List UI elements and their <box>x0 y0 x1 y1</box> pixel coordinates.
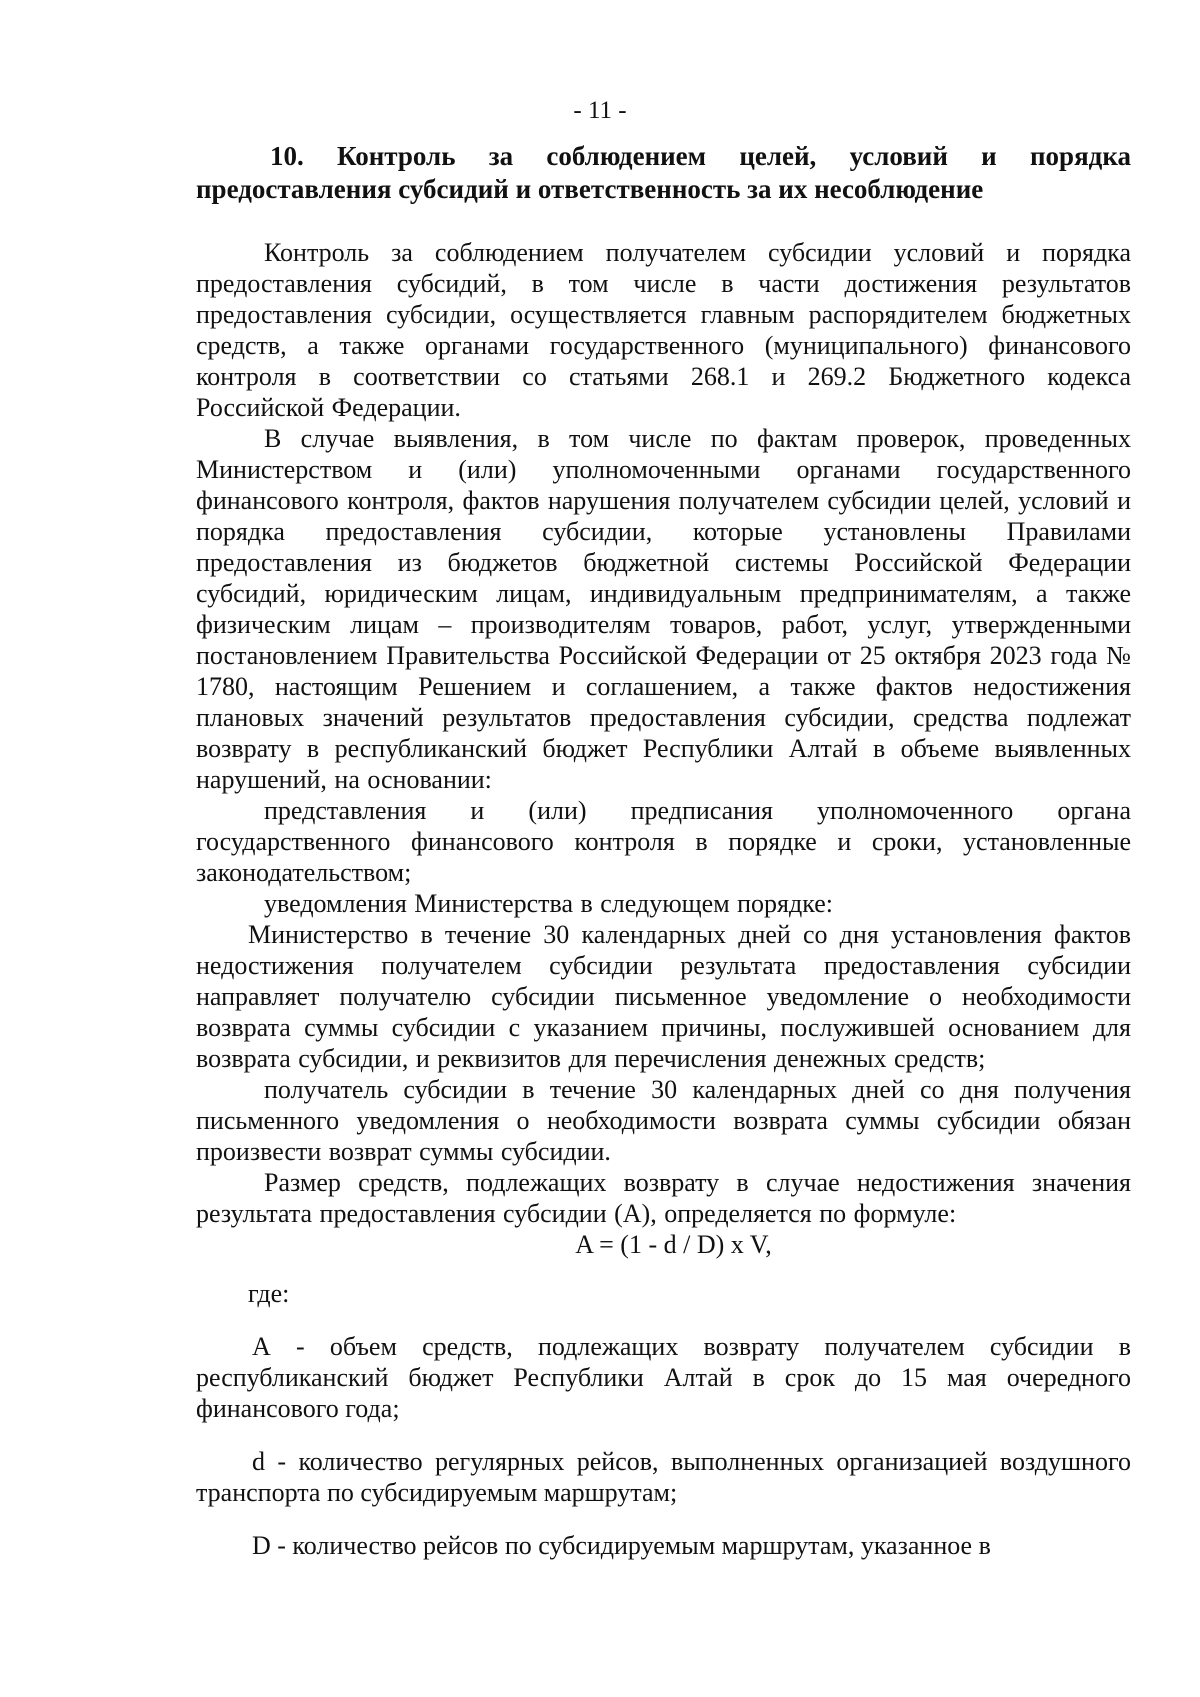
heading-word: и <box>981 141 997 171</box>
formula: A = (1 - d / D) x V, <box>575 1230 772 1259</box>
paragraph-violations: В случае выявления, в том числе по фактам проверок, проведенных Министерством и (или) уполномоченными органами государственного финансового контроля, фактов нарушения получателем субсидии целей, условий и порядка предоставления субсидии, которые установлены Правилами предоставления из бюджетов бюджетной системы Российской Федерации субсидий, юридическим лицам, индивидуальным предпринимателям, а также физическим лицам – производителям товаров, работ, услуг, утвержденными постановлением Правительства Российской Федерации от 25 октября 2023 года № 1780, настоящим Решением и соглашением, а также фактов недостижения плановых значений результатов предоставления субсидии, средства подлежат возврату в республиканский бюджет Республики Алтай в объеме выявленных нарушений, на основании: <box>196 424 1131 794</box>
paragraph-representation: представления и (или) предписания уполномоченного органа государственного финансового контроля в порядке и сроки, установленные законодательством; <box>196 796 1131 887</box>
definition-D: D - количество рейсов по субсидируемым маршрутам, указанное в <box>252 1531 991 1560</box>
paragraph-formula-intro: Размер средств, подлежащих возврату в случае недостижения значения результата предоставления субсидии (А), определяется по формуле: <box>196 1168 1131 1228</box>
heading-word: условий <box>849 141 948 171</box>
section-heading <box>196 140 1131 206</box>
definition-d: d - количество регулярных рейсов, выполненных организацией воздушного транспорта по субсидируемым маршрутам; <box>196 1447 1131 1507</box>
paragraph-ministry-procedure: Министерство в течение 30 календарных дней со дня установления фактов недостижения получателем субсидии результата предоставления субсидии направляет получателю субсидии письменное уведомление о необходимости возврата суммы субсидии с указанием причины, послужившей основанием для возврата субсидии, и реквизитов для перечисления денежных средств; <box>196 920 1131 1073</box>
where-label: где: <box>248 1279 290 1308</box>
heading-word: порядка <box>1030 141 1131 171</box>
document-body <box>196 237 1131 1561</box>
heading-word: за <box>488 141 514 171</box>
heading-word: Контроль <box>337 141 456 171</box>
paragraph-notification: уведомления Министерства в следующем порядке: <box>264 889 833 918</box>
section-heading-line-2: предоставления субсидий и ответственность за их несоблюдение <box>196 174 984 204</box>
heading-word: целей, <box>739 141 817 171</box>
definition-A: А - объем средств, подлежащих возврату получателем субсидии в республиканский бюджет Республики Алтай в срок до 15 мая очередного финансового года; <box>196 1332 1131 1423</box>
heading-word: соблюдением <box>546 141 707 171</box>
paragraph-control: Контроль за соблюдением получателем субсидии условий и порядка предоставления субсидий, в том числе в части достижения результатов предоставления субсидии, осуществляется главным распорядителем бюджетных средств, а также органами государственного (муниципального) финансового контроля в соответствии со статьями 268.1 и 269.2 Бюджетного кодекса Российской Федерации. <box>196 238 1131 422</box>
paragraph-recipient-return: получатель субсидии в течение 30 календарных дней со дня получения письменного уведомления о необходимости возврата суммы субсидии обязан произвести возврат суммы субсидии. <box>196 1075 1131 1166</box>
page-number: - 11 - <box>573 97 627 124</box>
section-heading-line-1 <box>196 140 1131 173</box>
heading-word: 10. <box>270 141 304 171</box>
